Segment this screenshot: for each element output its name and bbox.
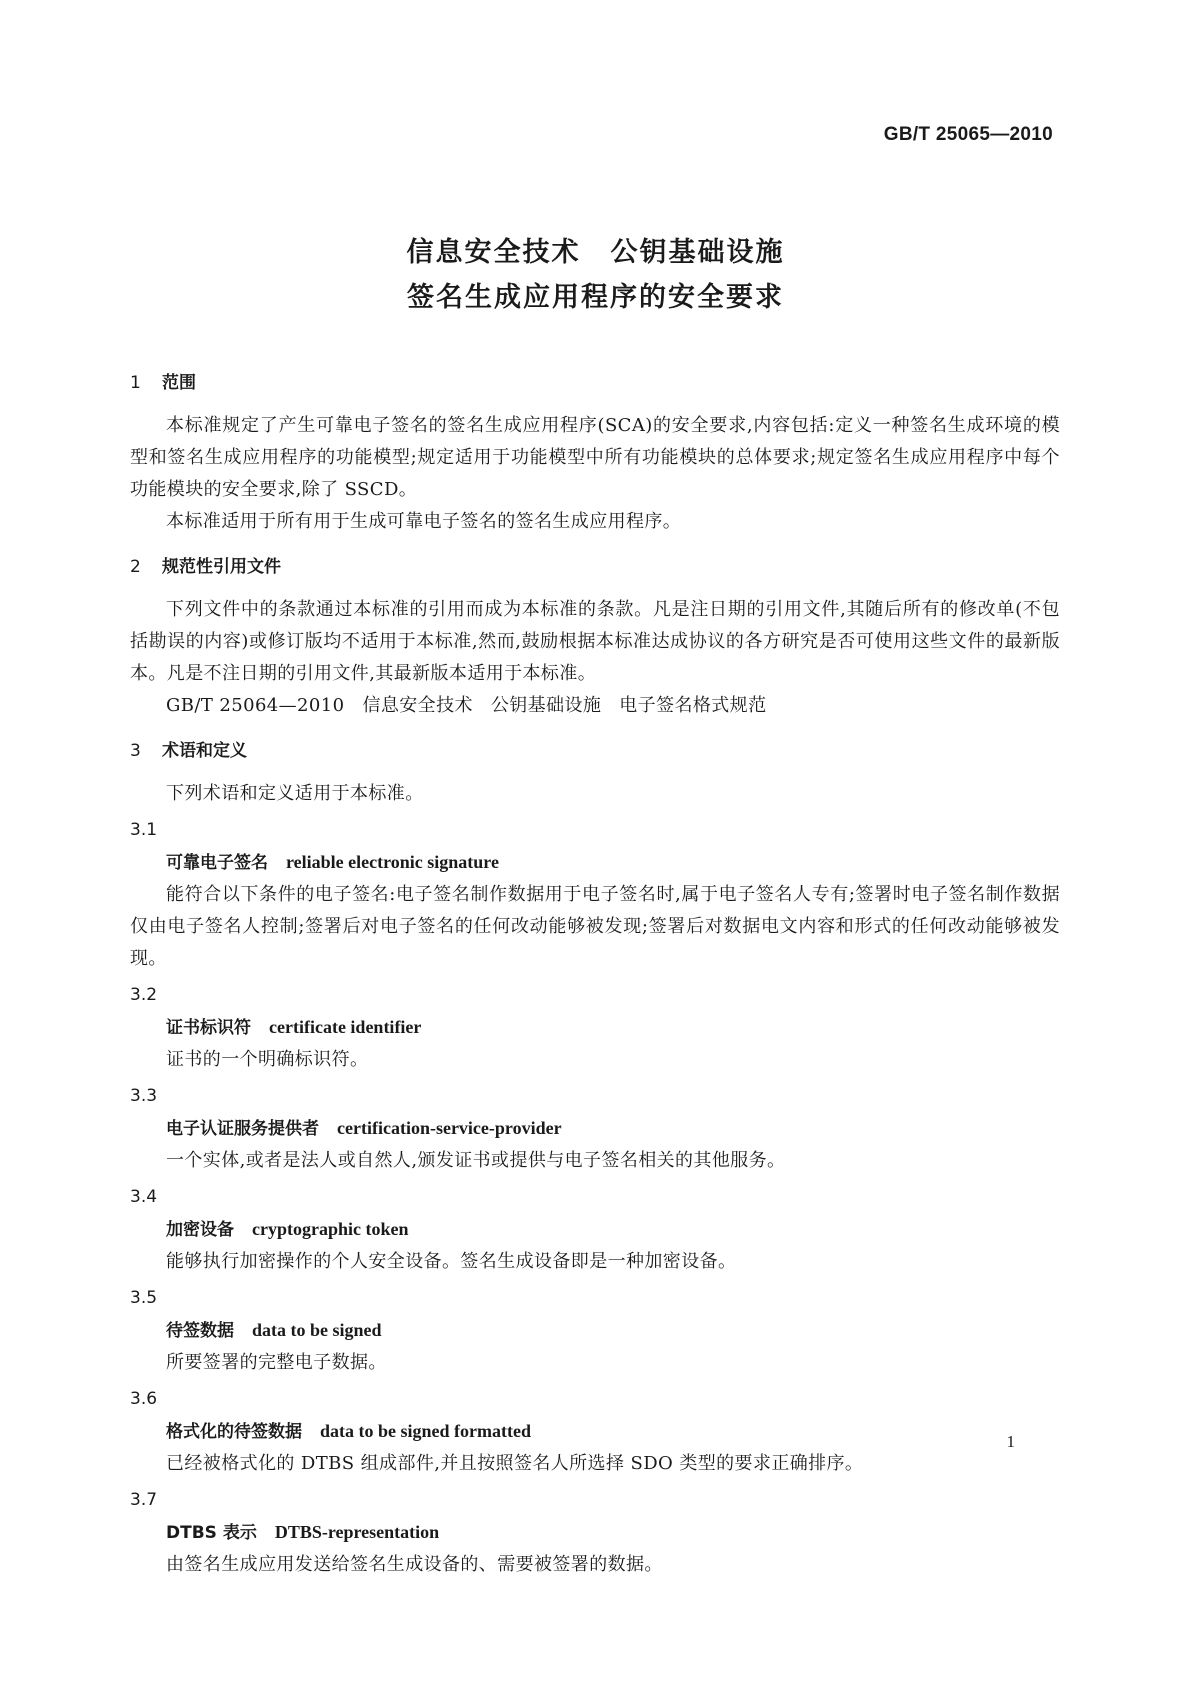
document-body <box>130 364 1060 1581</box>
section-1-heading <box>130 368 1060 398</box>
section-title: 术语和定义 <box>162 741 247 761</box>
reference-code: GB/T 25064—2010 <box>166 695 345 716</box>
term-name <box>130 1112 1060 1145</box>
title-part-1: 信息安全技术 <box>406 237 581 268</box>
term-number: 3.7 <box>130 1490 158 1510</box>
section-number: 1 <box>130 373 141 393</box>
term-name-en: data to be signed <box>252 1320 382 1340</box>
term-name <box>130 1011 1060 1044</box>
term-definition: 能够执行加密操作的个人安全设备。签名生成设备即是一种加密设备。 <box>166 1251 737 1272</box>
term-name-en: DTBS-representation <box>274 1522 440 1542</box>
title-part-2: 公钥基础设施 <box>610 237 785 268</box>
term-name <box>130 1415 1060 1448</box>
term-name-en: reliable electronic signature <box>286 852 499 872</box>
section-title: 范围 <box>162 373 196 393</box>
term-definition: 所要签署的完整电子数据。 <box>166 1352 387 1373</box>
term-name-zh: 证书标识符 <box>166 1018 251 1038</box>
term-definition: 由签名生成应用发送给签名生成设备的、需要被签署的数据。 <box>166 1554 663 1575</box>
section-1-paragraph: 本标准适用于所有用于生成可靠电子签名的签名生成应用程序。 <box>166 511 682 532</box>
term-number: 3.2 <box>130 985 158 1005</box>
term-definition: 证书的一个明确标识符。 <box>166 1049 369 1070</box>
term-name <box>130 846 1060 879</box>
term-name-zh: 可靠电子签名 <box>166 853 268 873</box>
term-number: 3.3 <box>130 1086 158 1106</box>
term-name <box>130 1516 1060 1549</box>
term-name-zh: 待签数据 <box>166 1321 234 1341</box>
term-name-en: cryptographic token <box>252 1219 409 1239</box>
term-definition: 一个实体,或者是法人或自然人,颁发证书或提供与电子签名相关的其他服务。 <box>166 1150 786 1171</box>
section-2-heading <box>130 552 1060 582</box>
term-number: 3.6 <box>130 1389 158 1409</box>
document-title-line-2: 签名生成应用程序的安全要求 <box>407 282 784 313</box>
section-number: 2 <box>130 557 141 577</box>
section-number: 3 <box>130 741 141 761</box>
reference-title: 信息安全技术 <box>362 695 473 716</box>
standard-code: GB/T 25065—2010 <box>883 124 1053 145</box>
section-3-heading <box>130 736 1060 766</box>
document-title-line-1 <box>0 230 1191 269</box>
term-name-zh: 格式化的待签数据 <box>166 1422 302 1442</box>
page-number: 1 <box>1006 1432 1015 1451</box>
term-name-en: certification-service-provider <box>337 1118 562 1138</box>
term-name-en: certificate identifier <box>269 1017 422 1037</box>
normative-reference <box>130 690 1060 722</box>
reference-title: 公钥基础设施 <box>490 695 602 716</box>
term-name-en: data to be signed formatted <box>320 1421 531 1441</box>
section-title: 规范性引用文件 <box>162 557 281 577</box>
section-3-intro: 下列术语和定义适用于本标准。 <box>166 783 424 804</box>
reference-title: 电子签名格式规范 <box>619 695 767 716</box>
term-name-zh: DTBS 表示 <box>166 1523 257 1543</box>
term-definition: 已经被格式化的 DTBS 组成部件,并且按照签名人所选择 SDO 类型的要求正确排序。 <box>166 1453 864 1474</box>
section-2-paragraph: 下列文件中的条款通过本标准的引用而成为本标准的条款。凡是注日期的引用文件,其随后所有的修改单(不包括勘误的内容)或修订版均不适用于本标准,然而,鼓励根据本标准达成协议的各方研究是否可使用这些文件的最新版本。凡是不注日期的引用文件,其最新版本适用于本标准。 <box>130 599 1060 684</box>
term-name <box>130 1213 1060 1246</box>
term-definition: 能符合以下条件的电子签名:电子签名制作数据用于电子签名时,属于电子签名人专有;签署时电子签名制作数据仅由电子签名人控制;签署后对电子签名的任何改动能够被发现;签署后对数据电文内容和形式的任何改动能够被发现。 <box>130 884 1060 969</box>
term-number: 3.4 <box>130 1187 158 1207</box>
term-name-zh: 电子认证服务提供者 <box>166 1119 319 1139</box>
term-number: 3.5 <box>130 1288 158 1308</box>
section-1-paragraph: 本标准规定了产生可靠电子签名的签名生成应用程序(SCA)的安全要求,内容包括:定义一种签名生成环境的模型和签名生成应用程序的功能模型;规定适用于功能模型中所有功能模块的总体要求;规定签名生成应用程序中每个功能模块的安全要求,除了 SSCD。 <box>130 415 1060 500</box>
term-name-zh: 加密设备 <box>166 1220 234 1240</box>
term-number: 3.1 <box>130 820 158 840</box>
term-name <box>130 1314 1060 1347</box>
